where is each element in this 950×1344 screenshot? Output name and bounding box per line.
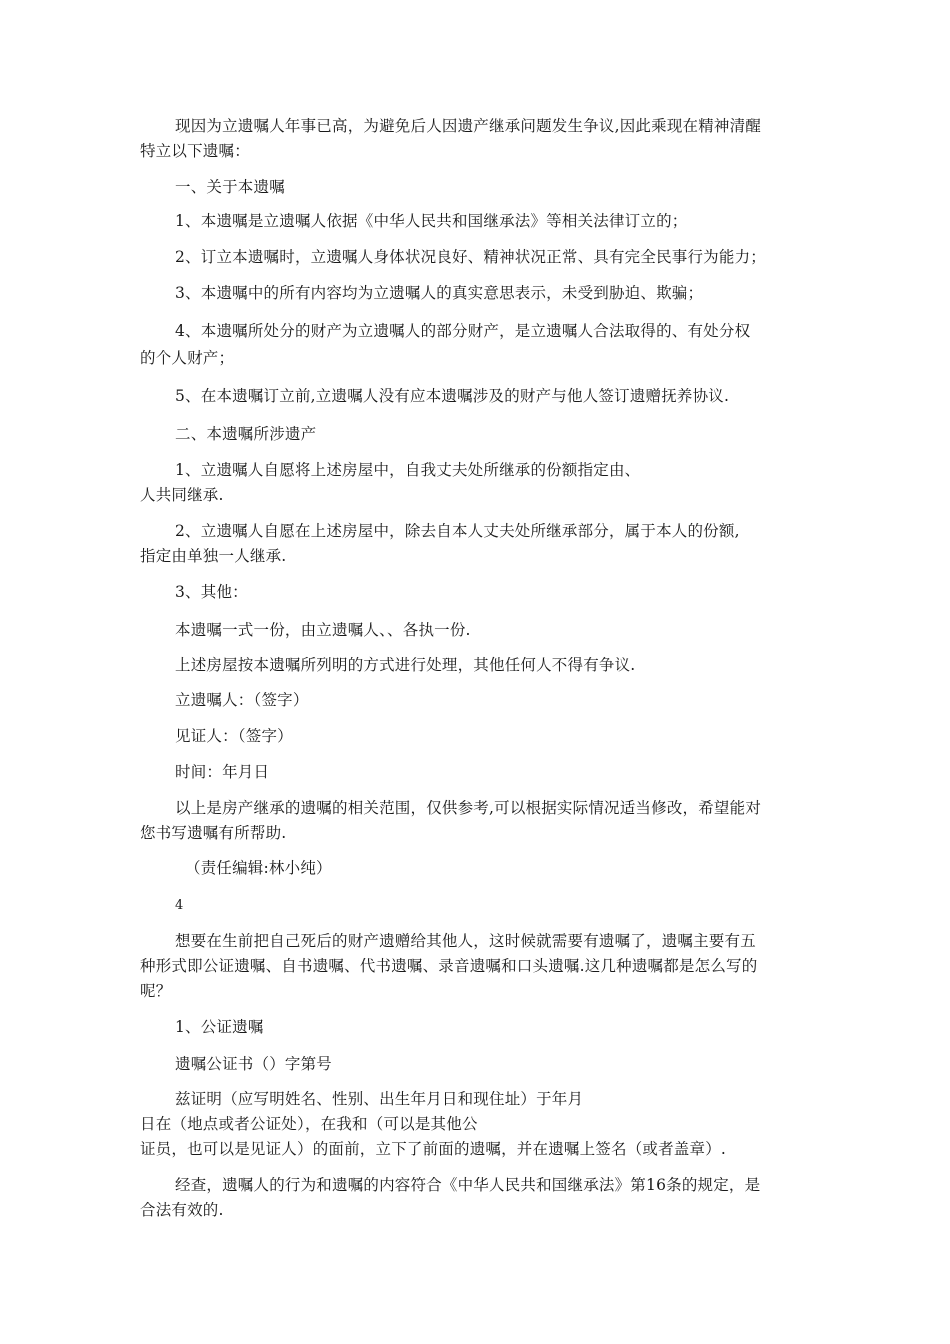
paragraph-preamble-line2: 特立以下遗嘱： <box>140 142 250 160</box>
disposal-statement: 上述房屋按本遗嘱所列明的方式进行处理，其他任何人不得有争议. <box>175 656 636 674</box>
section-heading-2: 二、本遗嘱所涉遗产 <box>175 425 317 443</box>
page-marker: 4 <box>175 898 184 913</box>
certificate-line2: 日在（地点或者公证处），在我和（可以是其他公 <box>140 1115 478 1133</box>
note-line2: 您书写遗嘱有所帮助. <box>140 824 287 842</box>
list-item-1-3: 3、本遗嘱中的所有内容均为立遗嘱人的真实意思表示，未受到胁迫、欺骗； <box>175 284 704 302</box>
list-item-1-1: 1、本遗嘱是立遗嘱人依据《中华人民共和国继承法》等相关法律订立的； <box>175 212 688 230</box>
editor-credit: （责任编辑:林小纯） <box>185 859 332 877</box>
note-line1: 以上是房产继承的遗嘱的相关范围，仅供参考,可以根据实际情况适当修改，希望能对 <box>175 799 762 817</box>
intro-line2: 种形式即公证遗嘱、自书遗嘱、代书遗嘱、录音遗嘱和口头遗嘱.这几种遗嘱都是怎么写的 <box>140 957 758 975</box>
list-item-1-4-line1: 4、本遗嘱所处分的财产为立遗嘱人的部分财产，是立遗嘱人合法取得的、有处分权 <box>175 322 751 340</box>
witness-signature-line: 见证人：（签字） <box>175 727 293 745</box>
paragraph-preamble-line1: 现因为立遗嘱人年事已高，为避免后人因遗产继承问题发生争议,因此乘现在精神清醒 <box>175 117 762 135</box>
list-item-2-1-line2: 人共同继承. <box>140 486 224 504</box>
intro-line3: 呢？ <box>140 982 172 1000</box>
date-line: 时间：年月日 <box>175 763 270 781</box>
list-item-1-5: 5、在本遗嘱订立前,立遗嘱人没有应本遗嘱涉及的财产与他人签订遗赠抚养协议. <box>175 387 730 405</box>
certificate-line3: 证员，也可以是见证人）的面前，立下了前面的遗嘱，并在遗嘱上签名（或者盖章）. <box>140 1140 727 1158</box>
list-item-2-2-line1: 2、立遗嘱人自愿在上述房屋中，除去自本人丈夫处所继承部分，属于本人的份额, <box>175 522 740 540</box>
section-heading-1: 一、关于本遗嘱 <box>175 178 285 196</box>
certificate-line1: 兹证明（应写明姓名、性别、出生年月日和现住址）于年月 <box>175 1090 584 1108</box>
intro-line1: 想要在生前把自己死后的财产遗赠给其他人，这时候就需要有遗嘱了，遗嘱主要有五 <box>175 932 756 950</box>
list-item-2-2-line2: 指定由单独一人继承. <box>140 547 287 565</box>
form-heading-notarized-will: 1、公证遗嘱 <box>175 1018 264 1036</box>
list-item-2-3: 3、其他： <box>175 583 248 601</box>
list-item-1-2: 2、订立本遗嘱时，立遗嘱人身体状况良好、精神状况正常、具有完全民事行为能力； <box>175 248 766 266</box>
verification-line2: 合法有效的. <box>140 1201 224 1219</box>
copies-statement: 本遗嘱一式一份，由立遗嘱人、、各执一份. <box>175 621 471 639</box>
verification-line1: 经查，遗嘱人的行为和遗嘱的内容符合《中华人民共和国继承法》第16条的规定，是 <box>175 1176 761 1194</box>
list-item-2-1-line1: 1、立遗嘱人自愿将上述房屋中，自我丈夫处所继承的份额指定由、 <box>175 461 641 479</box>
list-item-1-4-line2: 的个人财产； <box>140 349 235 367</box>
testator-signature-line: 立遗嘱人：（签字） <box>175 691 309 709</box>
certificate-title: 遗嘱公证书（）字第号 <box>175 1055 333 1073</box>
